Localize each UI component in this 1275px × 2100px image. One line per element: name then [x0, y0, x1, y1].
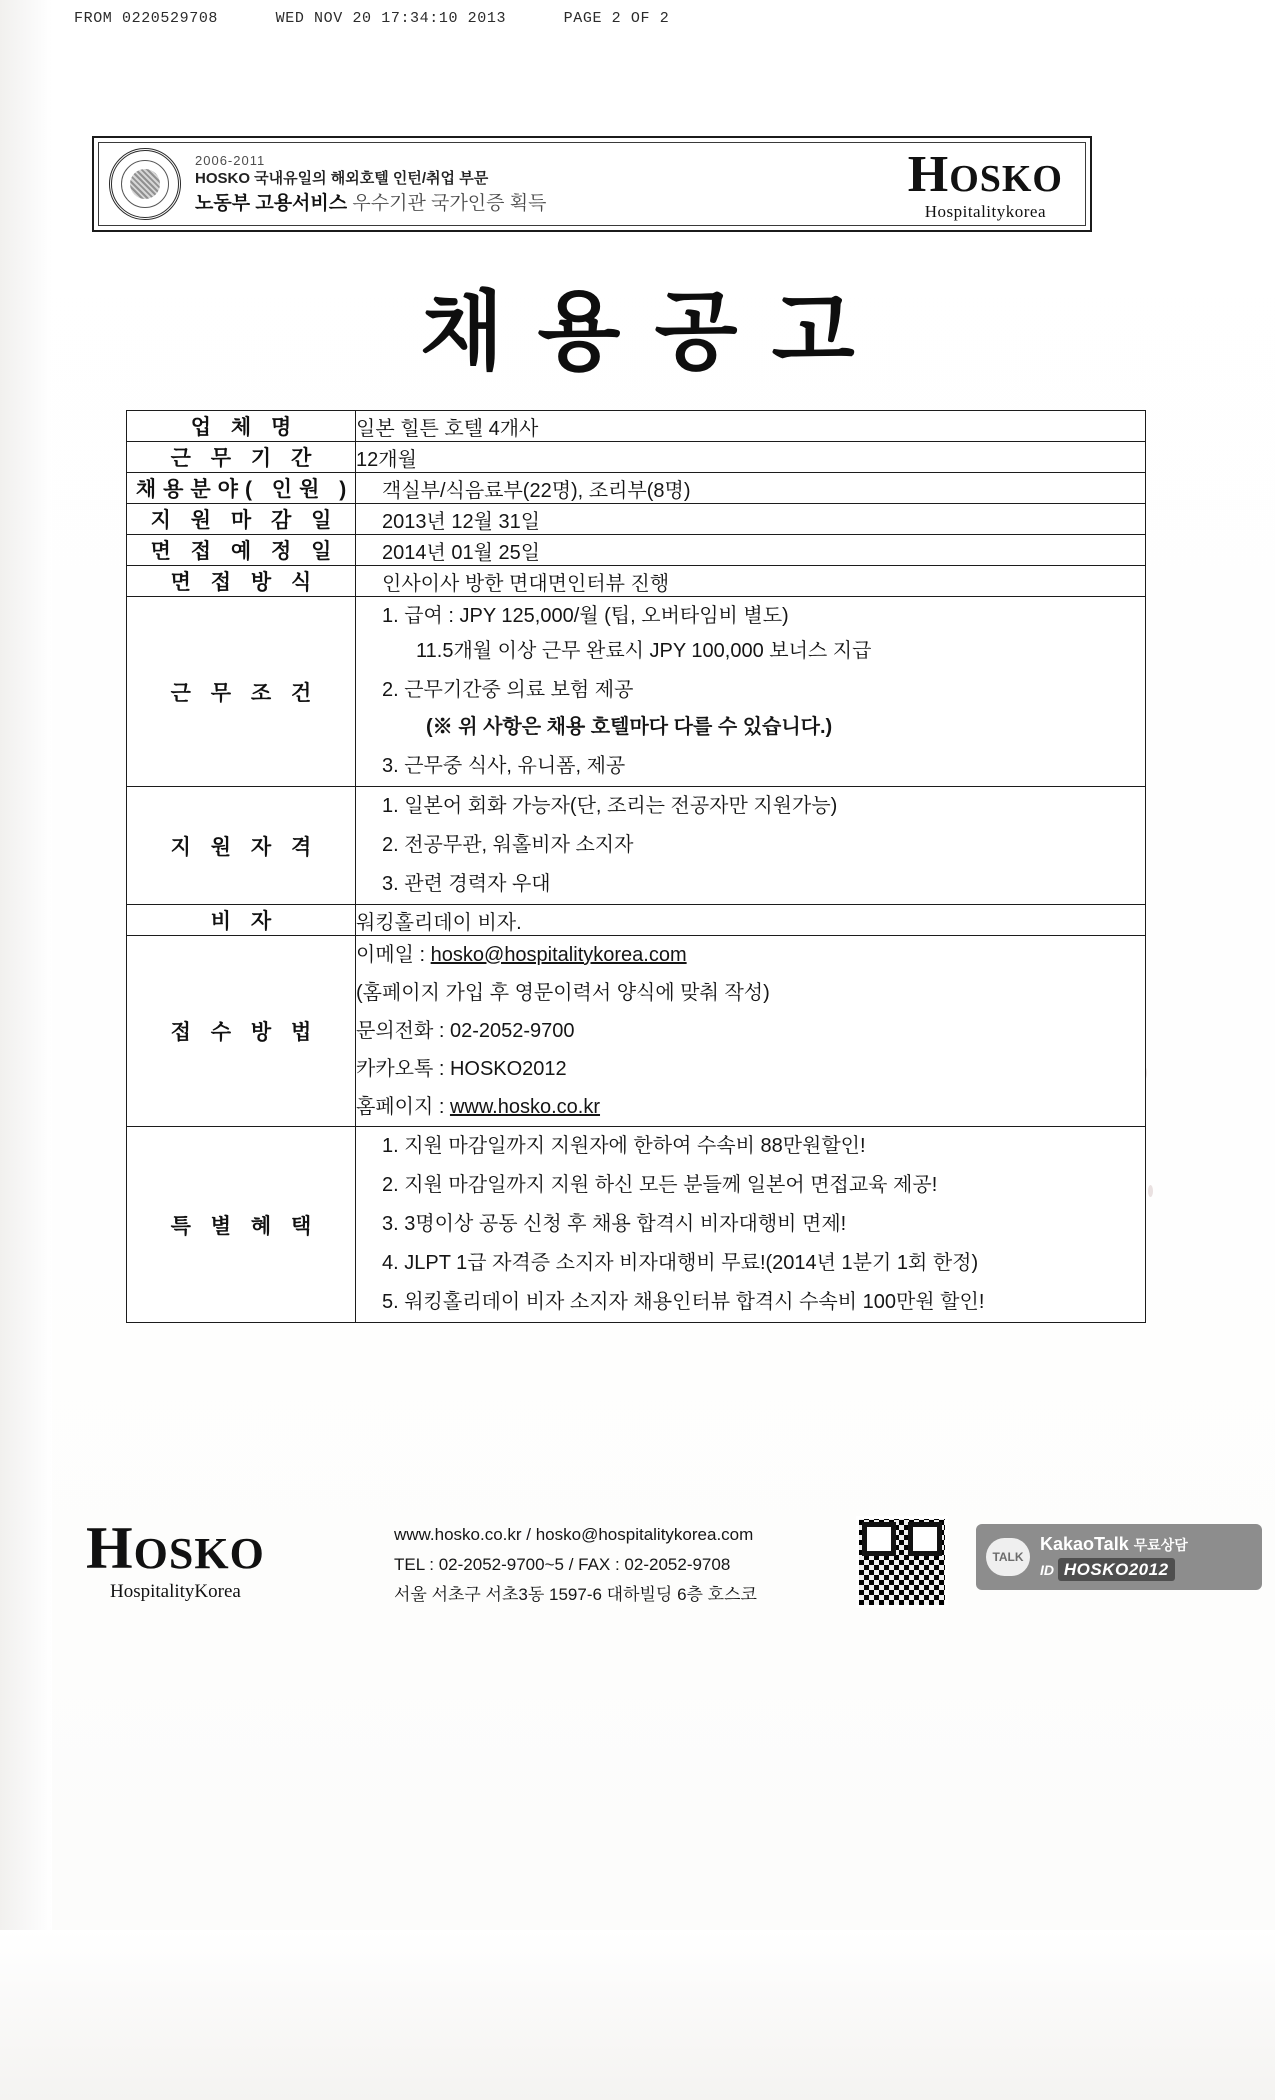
row-label: 면 접 방 식 — [127, 566, 356, 597]
table-row — [127, 473, 1146, 504]
row-label: 근 무 조 건 — [127, 597, 356, 787]
apply-email-label: 이메일 : — [356, 944, 431, 966]
list-item: 2. 전공무관, 워홀비자 소지자 — [382, 834, 634, 856]
hosko-logo-rest: OSKO — [949, 157, 1063, 200]
row-value: 객실부/식음료부(22명), 조리부(8명) — [356, 473, 1146, 504]
row-label: 면 접 예 정 일 — [127, 535, 356, 566]
row-value: 12개월 — [356, 442, 1146, 473]
apply-kakao: 카카오톡 : HOSKO2012 — [356, 1058, 567, 1080]
kakao-badge-id-label: ID — [1040, 1561, 1054, 1578]
row-label: 업 체 명 — [127, 411, 356, 442]
hosko-footer-logo-sub: HospitalityKorea — [109, 1581, 241, 1602]
qr-code-icon[interactable] — [856, 1516, 948, 1608]
hosko-logo-sub: Hospitalitykorea — [924, 201, 1047, 221]
government-seal-icon — [109, 148, 181, 220]
apply-homepage-value[interactable]: www.hosko.co.kr — [449, 1096, 601, 1118]
kakao-badge-subtitle: 무료상담 — [1133, 1537, 1188, 1553]
row-value: 일본 힐튼 호텔 4개사 — [356, 411, 1146, 442]
row-label: 지 원 자 격 — [127, 787, 356, 905]
list-item: 2. 지원 마감일까지 지원 하신 모든 분들께 일본어 면접교육 제공! — [382, 1174, 938, 1196]
row-label: 지 원 마 감 일 — [127, 504, 356, 535]
list-item: 3. 관련 경력자 우대 — [382, 873, 551, 895]
row-value: 워킹홀리데이 비자. — [356, 905, 1146, 936]
apply-homepage-line — [356, 1088, 1145, 1126]
kakao-badge-title: KakaoTalk — [1040, 1534, 1129, 1554]
list-item — [382, 671, 1145, 747]
certification-line-2-light: 우수기관 국가인증 획득 — [352, 192, 547, 214]
page-title: 채용공고 — [420, 282, 889, 382]
table-row-visa — [127, 905, 1146, 936]
row-value — [356, 787, 1146, 905]
apply-email-line — [356, 936, 1145, 974]
row-label: 접 수 방 법 — [127, 936, 356, 1127]
row-value: 2014년 01월 25일 — [356, 535, 1146, 566]
apply-homepage-label: 홈페이지 : — [356, 1096, 450, 1118]
table-row — [127, 411, 1146, 442]
apply-note: (홈페이지 가입 후 영문이력서 양식에 맞춰 작성) — [356, 982, 770, 1004]
table-row-work-conditions — [127, 597, 1146, 787]
hosko-logo-footer — [86, 1515, 265, 1602]
row-label: 근 무 기 간 — [127, 442, 356, 473]
list-item: 4. JLPT 1급 자격증 소지자 비자대행비 무료!(2014년 1분기 1회 한정) — [382, 1252, 979, 1274]
footer-line-web: www.hosko.co.kr / hosko@hospitalitykorea.com — [394, 1525, 754, 1544]
certification-line-1: HOSKO 국내유일의 해외호텔 인턴/취업 부문 — [195, 169, 489, 187]
table-row-apply — [127, 936, 1146, 1127]
apply-phone: 문의전화 : 02-2052-9700 — [356, 1020, 575, 1042]
table-row-benefits — [127, 1127, 1146, 1323]
scan-speck — [1148, 1185, 1153, 1197]
certification-banner — [92, 136, 1092, 232]
certification-years: 2006-2011 — [195, 152, 266, 168]
table-row — [127, 535, 1146, 566]
row-value: 인사이사 방한 면대면인터뷰 진행 — [356, 566, 1146, 597]
footer-line-address: 서울 서초구 서초3동 1597-6 대하빌딩 6층 호스코 — [394, 1584, 757, 1604]
fax-transmission-header: FROM 0220529708 WED NOV 20 17:34:10 2013 PAGE 2 OF 2 — [74, 10, 670, 27]
footer-line-tel: TEL : 02-2052-9700~5 / FAX : 02-2052-9708 — [394, 1554, 731, 1574]
row-value — [356, 597, 1146, 787]
scan-edge-bottom — [0, 1930, 1275, 2100]
hosko-footer-logo-cap: H — [86, 1515, 134, 1581]
row-label: 특 별 혜 택 — [127, 1127, 356, 1323]
row-label: 비 자 — [127, 905, 356, 936]
kakaotalk-badge[interactable] — [976, 1524, 1262, 1590]
list-item: 3. 3명이상 공동 신청 후 채용 합격시 비자대행비 면제! — [382, 1213, 847, 1235]
work-condition-2: 2. 근무기간중 의료 보험 제공 — [382, 679, 634, 701]
apply-email-value[interactable]: hosko@hospitalitykorea.com — [430, 944, 687, 966]
work-condition-note: (※ 위 사항은 채용 호텔마다 다를 수 있습니다.) — [426, 716, 833, 738]
kakaotalk-bubble-icon: TALK — [986, 1538, 1030, 1576]
hosko-logo-header — [907, 145, 1063, 221]
kakao-badge-id-value: HOSKO2012 — [1058, 1558, 1175, 1581]
table-row — [127, 504, 1146, 535]
list-item — [382, 597, 1145, 671]
row-value: 2013년 12월 31일 — [356, 504, 1146, 535]
table-row — [127, 442, 1146, 473]
hosko-footer-logo-rest: OSKO — [133, 1529, 265, 1578]
footer-contact-info — [394, 1520, 757, 1609]
list-item: 3. 근무중 식사, 유니폼, 제공 — [382, 755, 626, 777]
row-value — [356, 1127, 1146, 1323]
table-row — [127, 566, 1146, 597]
list-item: 1. 일본어 회화 가능자(단, 조리는 전공자만 지원가능) — [382, 795, 838, 817]
work-condition-1: 1. 급여 : JPY 125,000/월 (팁, 오버타임비 별도) — [382, 605, 789, 627]
row-label: 채용분야( 인원 ) — [127, 473, 356, 504]
document-footer — [86, 1510, 1196, 1630]
hosko-logo-cap: H — [907, 145, 950, 203]
job-posting-table — [126, 410, 1146, 1323]
work-condition-1-sub: 11.5개월 이상 근무 완료시 JPY 100,000 보너스 지급 — [416, 640, 872, 662]
table-row-qualifications — [127, 787, 1146, 905]
row-value — [356, 936, 1146, 1127]
list-item: 1. 지원 마감일까지 지원자에 한하여 수속비 88만원할인! — [382, 1135, 866, 1157]
list-item: 5. 워킹홀리데이 비자 소지자 채용인터뷰 합격시 수속비 100만원 할인! — [382, 1291, 985, 1313]
certification-line-2-strong: 노동부 고용서비스 — [195, 192, 348, 214]
